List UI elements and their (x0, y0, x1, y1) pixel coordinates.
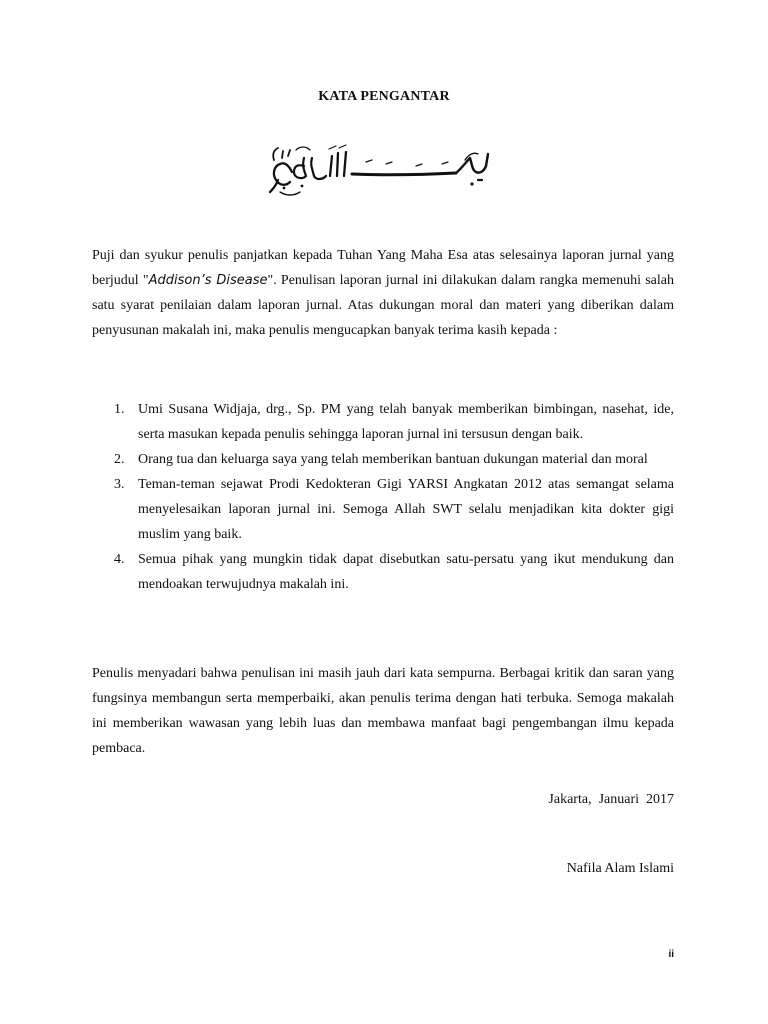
list-item-number: 4. (114, 552, 125, 567)
author-name: Nafila Alam Islami (566, 861, 674, 876)
list-item (92, 447, 674, 472)
list-item-number: 1. (114, 402, 125, 417)
list-item (92, 547, 674, 597)
report-title: Addison’s Disease (148, 273, 268, 288)
list-item (92, 472, 674, 547)
list-item-number: 3. (114, 477, 125, 492)
page-title: KATA PENGANTAR (318, 89, 450, 104)
page-number: ii (668, 949, 674, 960)
list-item-text: Orang tua dan keluarga saya yang telah memberikan bantuan dukungan material dan moral (138, 452, 648, 467)
list-item-number: 2. (114, 452, 125, 467)
place-and-date: Jakarta, Januari 2017 (548, 792, 674, 807)
list-item-text: Teman-teman sejawat Prodi Kedokteran Gigi YARSI Angkatan 2012 atas semangat selama menyelesaikan laporan jurnal ini. Semoga Allah SWT selalu menjadikan kita dokter gigi muslim yang baik. (138, 477, 674, 542)
list-item (92, 397, 674, 447)
acknowledgement-list (92, 397, 674, 597)
bismillah-calligraphy (266, 140, 498, 200)
intro-paragraph (92, 243, 674, 343)
intro-text-start: Puji dan syukur penulis panjatkan kepada Tuhan Yang Maha Esa atas selesainya laporan jurnal yang berjudul " (92, 248, 674, 288)
closing-paragraph: Penulis menyadari bahwa penulisan ini masih jauh dari kata sempurna. Berbagai kritik dan saran yang fungsinya membangun serta memperbaiki, akan penulis terima dengan hati terbuka. Semoga makalah ini memberikan wawasan yang lebih luas dan membawa manfaat bagi pengembangan ilmu kepada pembaca. (92, 666, 674, 756)
list-item-text: Semua pihak yang mungkin tidak dapat disebutkan satu-persatu yang ikut mendukung dan mendoakan terwujudnya makalah ini. (138, 552, 674, 592)
intro-text-end: ". Penulisan laporan jurnal ini dilakukan dalam rangka memenuhi salah satu syarat penilaian dalam laporan jurnal. Atas dukungan moral dan materi yang diberikan dalam penyusunan makalah ini, maka penulis mengucapkan banyak terima kasih kepada : (92, 273, 674, 338)
list-item-text: Umi Susana Widjaja, drg., Sp. PM yang telah banyak memberikan bimbingan, nasehat, ide, serta masukan kepada penulis sehingga laporan jurnal ini tersusun dengan baik. (138, 402, 674, 442)
